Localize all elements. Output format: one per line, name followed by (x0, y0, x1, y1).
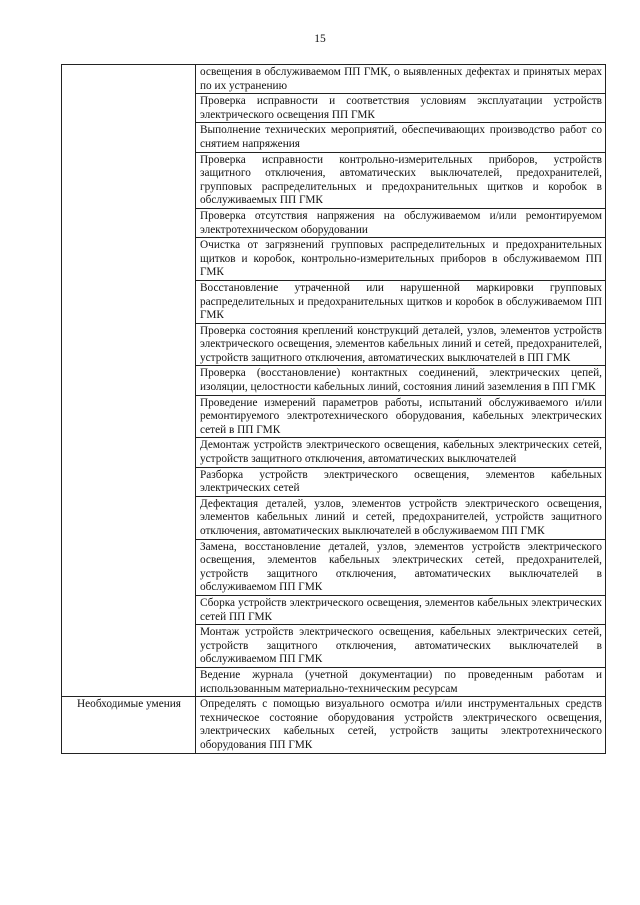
labor-action-item: Сборка устройств электрического освещения, элементов кабельных электрических сетей ПП ГМК (196, 595, 606, 624)
labor-action-item: Проверка (восстановление) контактных соединений, электрических цепей, изоляции, целостности кабельных линий, состояния линий заземления в ПП ГМК (196, 366, 606, 395)
skill-item: Определять с помощью визуального осмотра и/или инструментальных средств техническое состояние оборудования устройств электрического освещения, электрических кабельных сетей, устройств защиты электротехнического оборудования ПП ГМК (196, 697, 606, 753)
labor-action-item: Разборка устройств электрического освещения, элементов кабельных электрических сетей (196, 467, 606, 496)
labor-action-item: Замена, восстановление деталей, узлов, элементов устройств электрического освещения, элементов кабельных электрических сетей, предохранителей, устройств защитного отключения, автоматических выключателей в обслуживаемом ПП ГМК (196, 539, 606, 595)
professional-standard-table (61, 64, 606, 754)
labor-action-item: Проведение измерений параметров работы, испытаний обслуживаемого и/или ремонтируемого электротехнического оборудования, кабельных электрических сетей в ПП ГМК (196, 395, 606, 438)
labor-action-item: Очистка от загрязнений групповых распределительных и предохранительных щитков и коробок, контрольно-измерительных приборов в обслуживаемом ПП ГМК (196, 238, 606, 281)
table-row-skills (62, 697, 606, 753)
labor-action-item: Демонтаж устройств электрического освещения, кабельных электрических сетей, устройств защитного отключения, автоматических выключателей (196, 438, 606, 467)
labor-actions-label-cell (62, 65, 196, 697)
table-row-1 (62, 65, 606, 94)
page-number: 15 (314, 33, 326, 45)
labor-action-item: Монтаж устройств электрического освещения, кабельных электрических сетей, устройств защитного отключения, автоматических выключателей в обслуживаемом ПП ГМК (196, 625, 606, 668)
labor-action-item: Проверка отсутствия напряжения на обслуживаемом и/или ремонтируемом электротехническом оборудовании (196, 208, 606, 237)
labor-action-item: Дефектация деталей, узлов, элементов устройств электрического освещения, элементов кабельных линий и сетей, предохранителей, устройств защитного отключения, автоматических выключателей в обслуживаемом ПП ГМК (196, 496, 606, 539)
labor-action-item: Проверка исправности контрольно-измерительных приборов, устройств защитного отключения, автоматических выключателей, предохранителей, групповых распределительных и предохранительных щитков и коробок в обслуживаемых ПП ГМК (196, 152, 606, 208)
labor-action-item: Восстановление утраченной или нарушенной маркировки групповых распределительных и предохранительных щитков и коробок в обслуживаемом ПП ГМК (196, 280, 606, 323)
skills-label: Необходимые умения (62, 697, 196, 753)
labor-action-item: Проверка исправности и соответствия условиям эксплуатации устройств электрического освещения ПП ГМК (196, 94, 606, 123)
labor-action-item: Ведение журнала (учетной документации) по проведенным работам и использованным материально-техническим ресурсам (196, 667, 606, 696)
labor-action-item: освещения в обслуживаемом ПП ГМК, о выявленных дефектах и принятых мерах по их устранению (196, 65, 606, 94)
labor-action-item: Выполнение технических мероприятий, обеспечивающих производство работ со снятием напряжения (196, 123, 606, 152)
labor-action-item: Проверка состояния креплений конструкций деталей, узлов, элементов устройств электрического освещения, элементов кабельных линий и сетей, предохранителей, устройств защитного отключения, автоматических выключателей в ПП ГМК (196, 323, 606, 366)
